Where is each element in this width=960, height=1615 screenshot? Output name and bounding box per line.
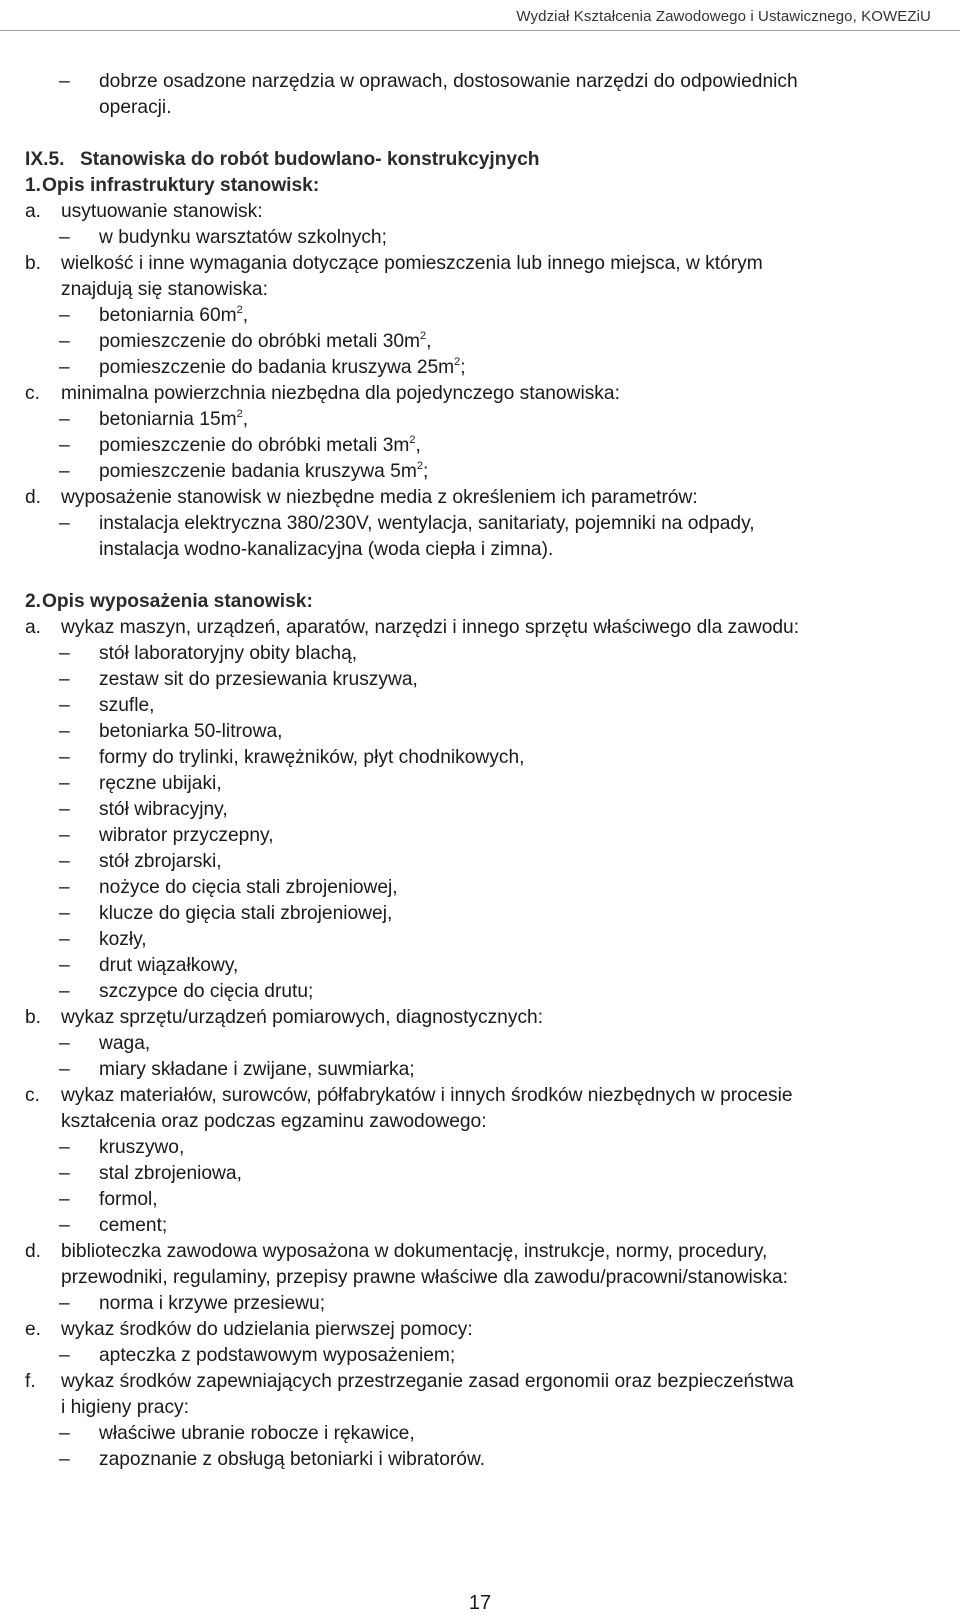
part1-number: 1.: [25, 175, 42, 196]
item-letter: b.: [25, 253, 42, 274]
dash-bullet: –: [59, 643, 70, 664]
item-text: wielkość i inne wymagania dotyczące pomieszczenia lub innego miejsca, w którym: [61, 253, 763, 274]
dash-bullet: –: [59, 357, 70, 378]
item-text: biblioteczka zawodowa wyposażona w dokumentację, instrukcje, normy, procedury,: [61, 1241, 768, 1262]
dash-bullet: –: [59, 305, 70, 326]
dash-bullet: –: [59, 461, 70, 482]
item-letter: a.: [25, 617, 42, 638]
section-number: IX.5.: [25, 149, 65, 170]
dash-bullet: –: [59, 1345, 70, 1366]
intro-line-1: dobrze osadzone narzędzia w oprawach, dostosowanie narzędzi do odpowiednich: [99, 71, 798, 92]
item-letter: a.: [25, 201, 42, 222]
dash-bullet: –: [59, 71, 70, 92]
item-text: minimalna powierzchnia niezbędna dla pojedynczego stanowiska:: [61, 383, 620, 404]
dash-bullet: –: [59, 435, 70, 456]
dash-bullet: –: [59, 747, 70, 768]
item-text: wykaz sprzętu/urządzeń pomiarowych, diagnostycznych:: [61, 1007, 544, 1028]
page-number: 17: [468, 1592, 492, 1614]
dash-bullet: –: [59, 1033, 70, 1054]
dash-bullet: –: [59, 1059, 70, 1080]
intro-line-2: operacji.: [99, 97, 172, 118]
dash-bullet: –: [59, 331, 70, 352]
dash-bullet: –: [59, 773, 70, 794]
item-letter: b.: [25, 1007, 42, 1028]
part2-number: 2.: [25, 591, 42, 612]
dash-bullet: –: [59, 721, 70, 742]
item-letter: e.: [25, 1319, 42, 1340]
dash-bullet: –: [59, 799, 70, 820]
dash-bullet: –: [59, 695, 70, 716]
item-text: wykaz środków zapewniających przestrzeganie zasad ergonomii oraz bezpieczeństwa: [61, 1371, 794, 1392]
part2-title: Opis wyposażenia stanowisk:: [42, 591, 313, 612]
dash-bullet: –: [59, 851, 70, 872]
dash-bullet: –: [59, 825, 70, 846]
item-text: wyposażenie stanowisk w niezbędne media z określeniem ich parametrów:: [61, 487, 698, 508]
running-header: Wydział Kształcenia Zawodowego i Ustawicznego, KOWEZiU: [516, 8, 931, 25]
section-title: Stanowiska do robót budowlano- konstrukcyjnych: [80, 149, 540, 170]
item-text: wykaz materiałów, surowców, półfabrykatów i innych środków niezbędnych w procesie: [61, 1085, 793, 1106]
dash-bullet: –: [59, 981, 70, 1002]
dash-bullet: –: [59, 227, 70, 248]
dash-bullet: –: [59, 903, 70, 924]
dash-bullet: –: [59, 513, 70, 534]
dash-bullet: –: [59, 1163, 70, 1184]
dash-bullet: –: [59, 929, 70, 950]
header-rule: [0, 30, 960, 31]
item-letter: d.: [25, 1241, 42, 1262]
dash-bullet: –: [59, 1423, 70, 1444]
dash-bullet: –: [59, 877, 70, 898]
part1-title: Opis infrastruktury stanowisk:: [42, 175, 320, 196]
dash-bullet: –: [59, 1189, 70, 1210]
item-letter: c.: [25, 383, 40, 404]
item-text: wykaz maszyn, urządzeń, aparatów, narzędzi i innego sprzętu właściwego dla zawodu:: [61, 617, 800, 638]
dash-bullet: –: [59, 409, 70, 430]
item-text: usytuowanie stanowisk:: [61, 201, 263, 222]
item-letter: d.: [25, 487, 42, 508]
dash-bullet: –: [59, 1137, 70, 1158]
dash-bullet: –: [59, 669, 70, 690]
dash-bullet: –: [59, 1215, 70, 1236]
dash-bullet: –: [59, 955, 70, 976]
item-text: wykaz środków do udzielania pierwszej pomocy:: [61, 1319, 473, 1340]
dash-bullet: –: [59, 1449, 70, 1470]
item-letter: c.: [25, 1085, 40, 1106]
dash-bullet: –: [59, 1293, 70, 1314]
item-letter: f.: [25, 1371, 36, 1392]
